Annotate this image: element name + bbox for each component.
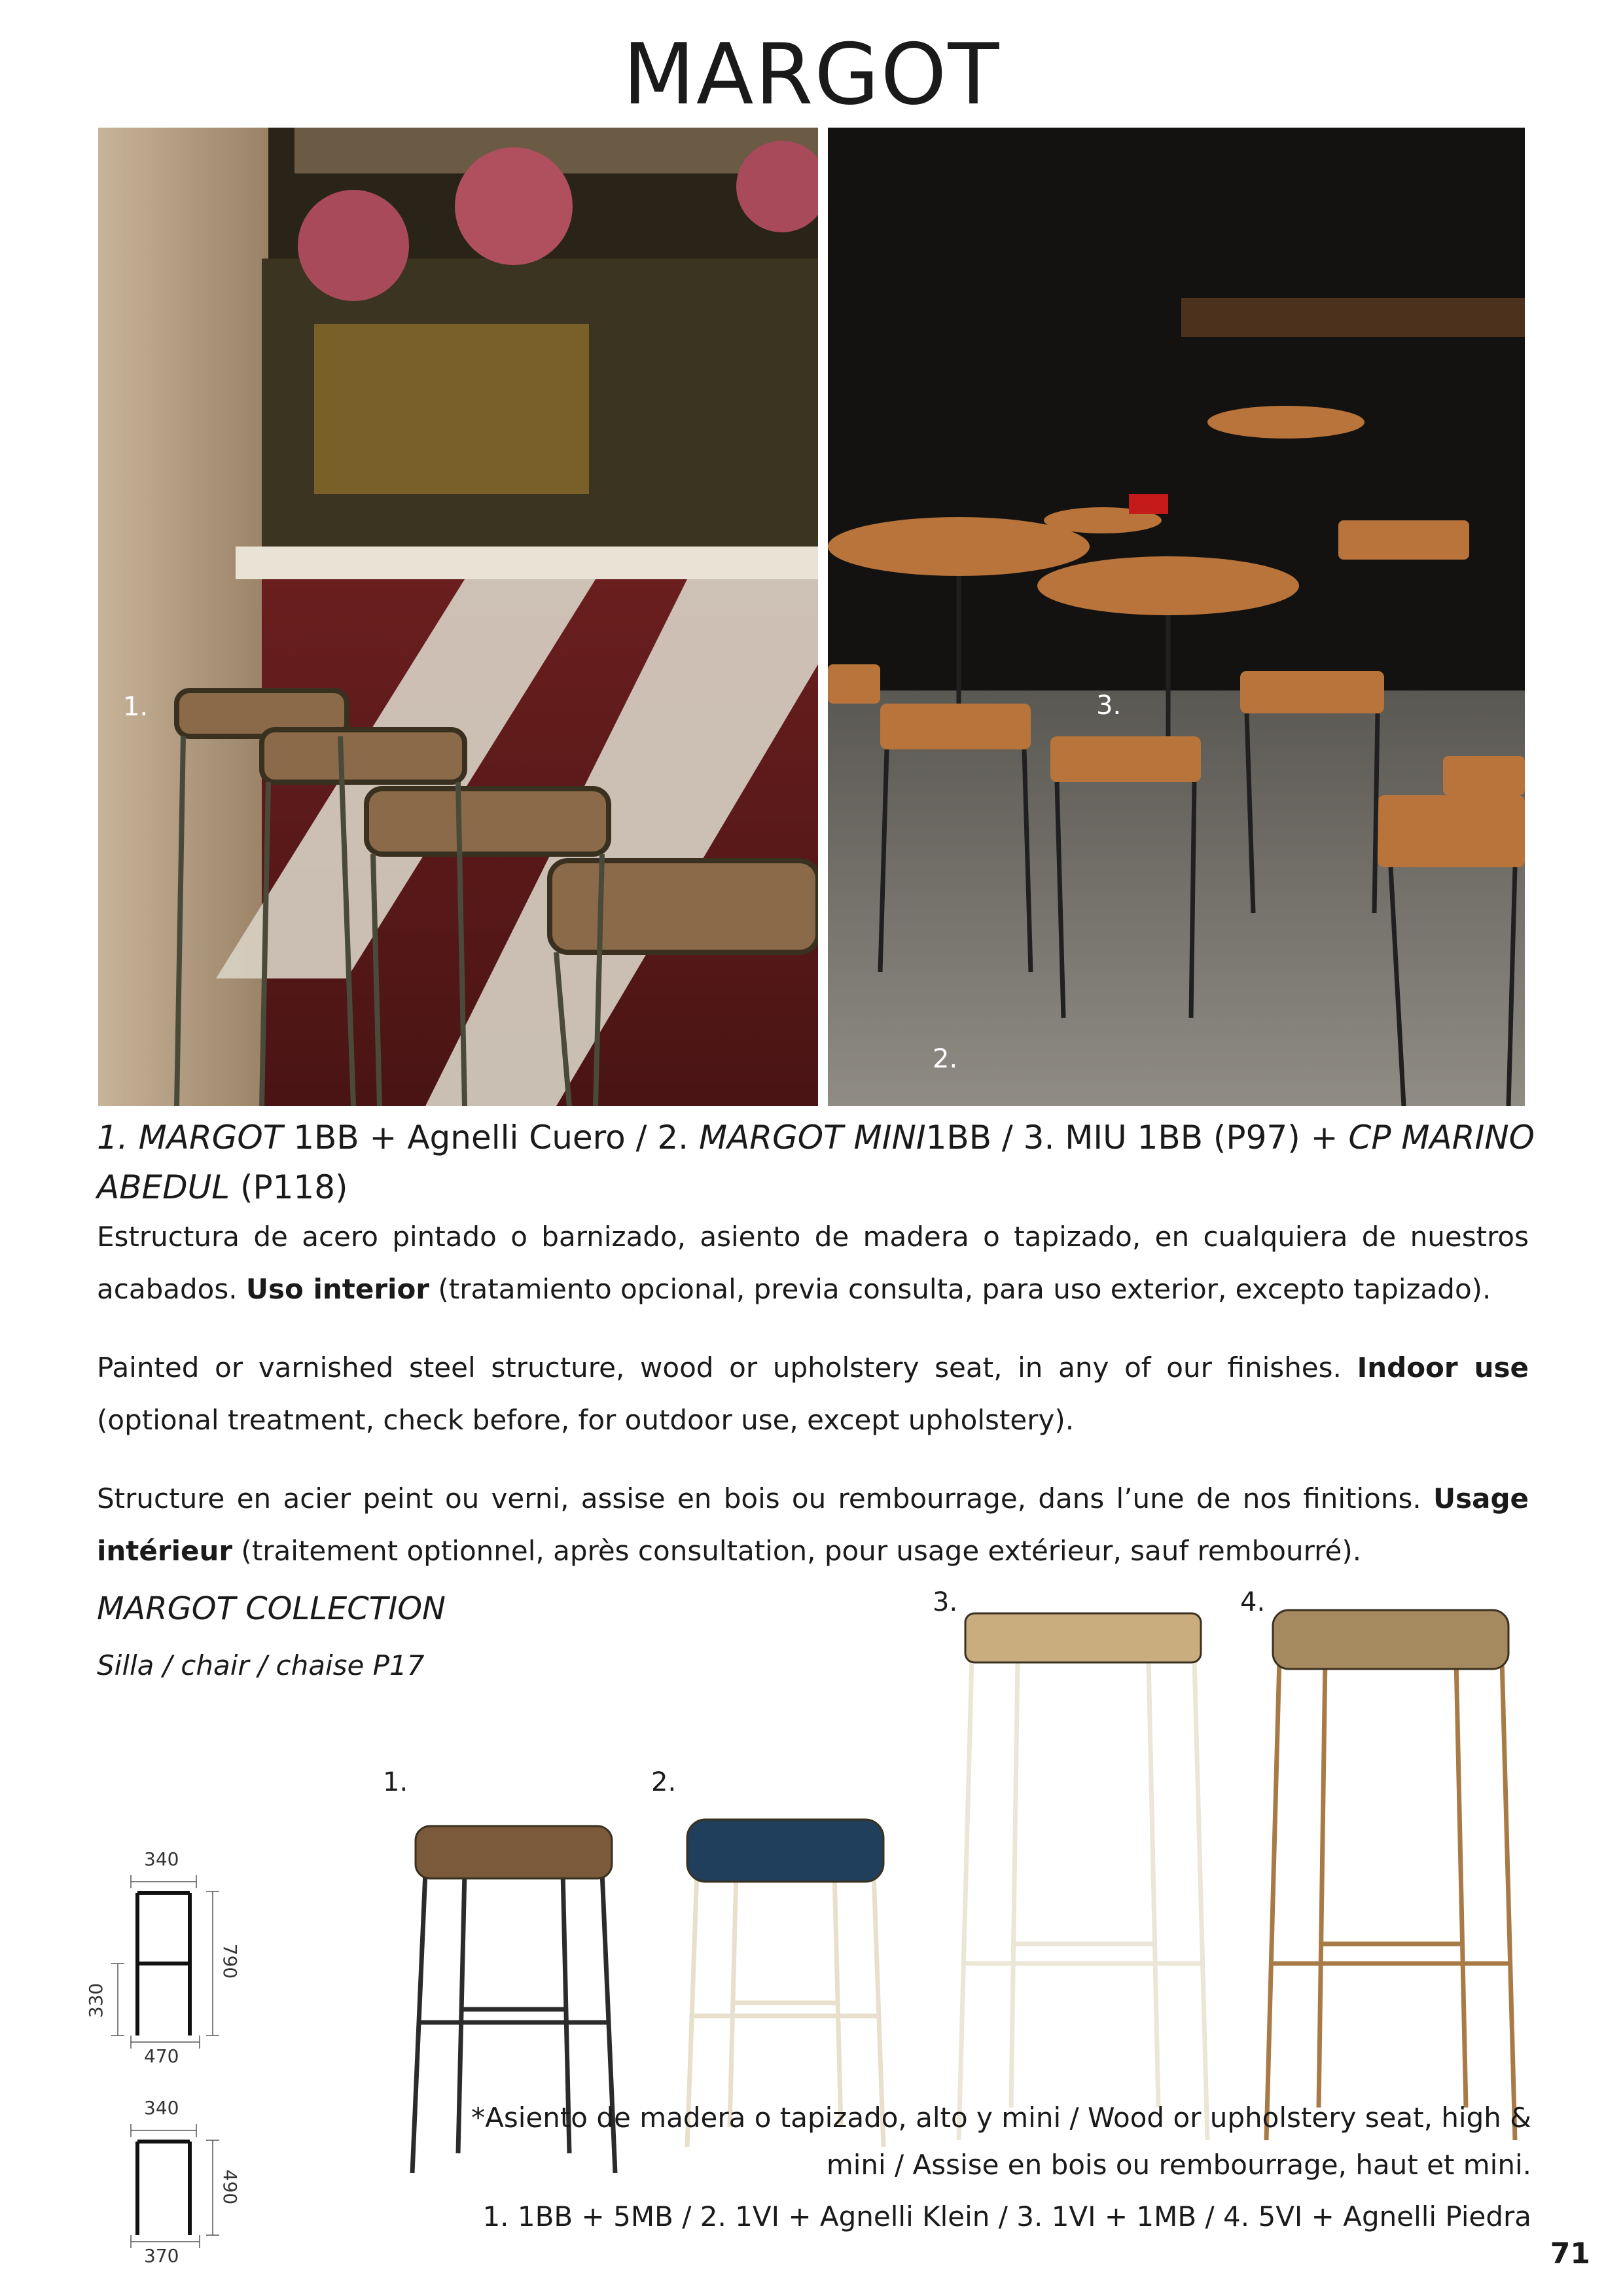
caption-part-1: 1BB + Agnelli Cuero / 2. — [283, 1119, 699, 1157]
caption-part-2-italic: MARGOT MINI — [698, 1119, 926, 1157]
photo-caption — [97, 1113, 1537, 1212]
product-stool-4 — [1260, 1597, 1522, 2140]
description-es-text-2: (tratamiento opcional, previa consulta, para uso exterior, excepto tapizado). — [429, 1273, 1491, 1305]
dim-tall-seat: 330 — [85, 1982, 107, 2018]
product-label-2: 2. — [651, 1767, 677, 1797]
caption-part-3-italic: CP MARINO ABEDUL — [97, 1119, 1535, 1206]
photo-label-3: 3. — [1096, 691, 1122, 721]
product-label-1: 1. — [383, 1767, 408, 1797]
photo-terrace — [828, 128, 1525, 1106]
finish-codes: 1. 1BB + 5MB / 2. 1VI + Agnelli Klein / 3. 1VI + 1MB / 4. 5VI + Agnelli Piedra — [482, 2200, 1531, 2233]
photo-label-2: 2. — [933, 1044, 958, 1074]
product-stool-3 — [952, 1597, 1214, 2140]
photo-bar-stools — [98, 128, 818, 1106]
description-fr-text-2: (traitement optionnel, après consultation, pour usage extérieur, sauf rembourré). — [232, 1535, 1362, 1567]
description-spanish — [97, 1211, 1529, 1316]
dim-mini-bottom: 370 — [144, 2245, 179, 2267]
page-title: MARGOT — [622, 26, 1001, 124]
stool-3-illustration — [952, 1597, 1214, 2140]
dim-mini-height: 490 — [219, 2169, 241, 2205]
footer-note: *Asiento de madera o tapizado, alto y mini / Wood or upholstery seat, high & mini / Assise en bois ou rembourrage, haut et mini. — [471, 2102, 1531, 2181]
description-english — [97, 1342, 1529, 1446]
caption-part-2: 1BB / 3. MIU 1BB (P97) + — [925, 1119, 1349, 1157]
dim-tall-bottom: 470 — [144, 2045, 179, 2067]
description-french — [97, 1473, 1529, 1577]
description-en-bold: Indoor use — [1357, 1352, 1529, 1384]
description-en-text-2: (optional treatment, check before, for outdoor use, except upholstery). — [97, 1404, 1075, 1436]
caption-part-1-italic: 1. MARGOT — [97, 1119, 283, 1157]
collection-subtitle: Silla / chair / chaise P17 — [97, 1649, 425, 1681]
description-es-bold: Uso interior — [245, 1273, 430, 1305]
description-fr-text: Structure en acier peint ou verni, assise en bois ou rembourrage, dans l’une de nos finitions. — [97, 1482, 1433, 1515]
dim-mini-top: 340 — [144, 2097, 179, 2119]
page-number: 71 — [1550, 2237, 1590, 2270]
dim-tall-top: 340 — [144, 1848, 179, 1870]
photo-label-1: 1. — [123, 692, 149, 722]
tall-stool-diagram — [72, 1846, 242, 2068]
dimension-drawing-tall — [72, 1846, 242, 2068]
collection-title: MARGOT COLLECTION — [97, 1590, 446, 1627]
product-label-4: 4. — [1240, 1587, 1266, 1617]
dim-tall-height: 790 — [219, 1943, 241, 1979]
stool-4-illustration — [1260, 1597, 1522, 2140]
description-fr-bold: Usage intérieur — [97, 1482, 1529, 1567]
dimension-drawing-mini — [72, 2094, 242, 2271]
description-es-text: Estructura de acero pintado o barnizado, asiento de madera o tapizado, en cualquiera de nuestros acabados. — [97, 1221, 1529, 1305]
description-en-text: Painted or varnished steel structure, wood or upholstery seat, in any of our finishes. — [97, 1352, 1357, 1384]
caption-part-3: (P118) — [230, 1168, 348, 1206]
product-label-3: 3. — [933, 1587, 958, 1617]
